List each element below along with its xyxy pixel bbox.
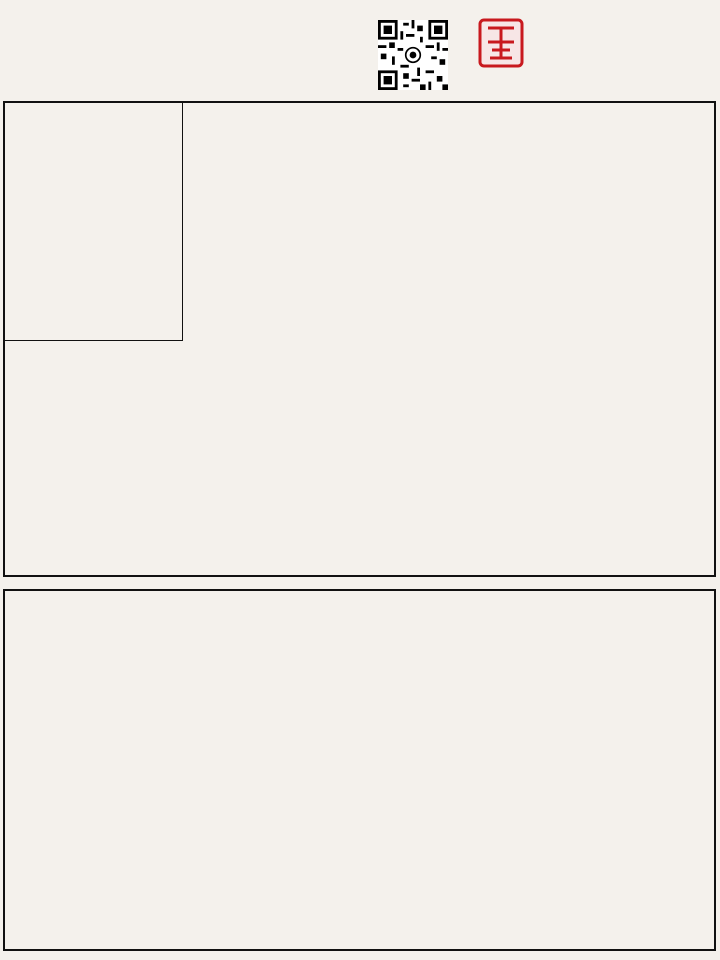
qr-code-icon [378,20,448,90]
red-seal-stamp [478,18,524,68]
annual-grid [3,589,716,951]
chart-grid [3,101,716,577]
pillar-cell [5,103,183,341]
